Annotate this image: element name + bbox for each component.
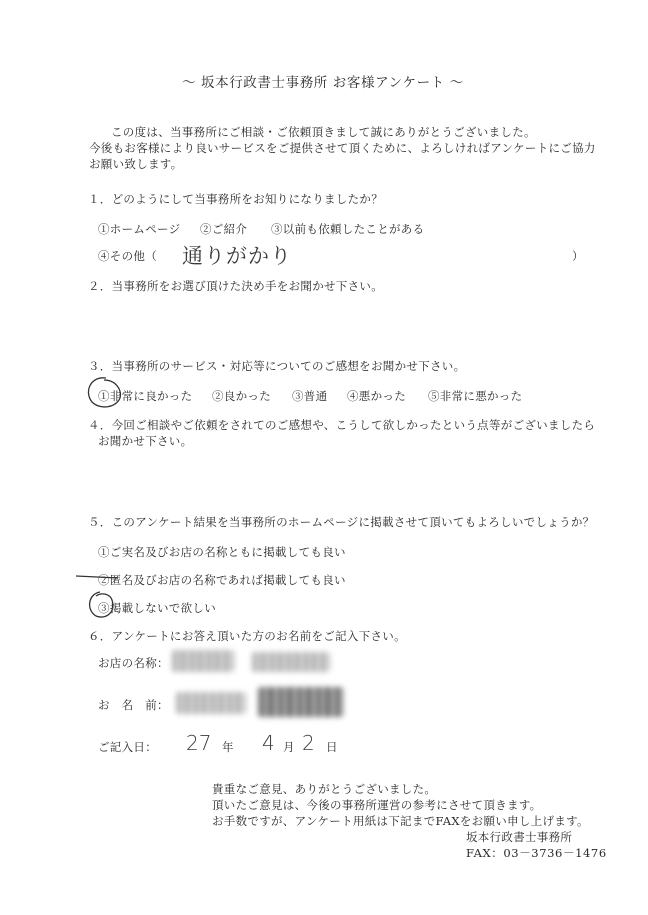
intro-line-3: お願い致します。 — [89, 157, 183, 171]
q3-question: ３．当事務所のサービス・対応等についてのご感想をお聞かせ下さい。 — [88, 359, 466, 373]
customer-name-redacted-2 — [258, 687, 344, 717]
q5-option-real-name: ①ご実名及びお店の名称ともに掲載しても良い — [98, 545, 346, 559]
intro-line-1: この度は、当事務所にご相談・ご依頼頂きまして誠にありがとうございました。 — [111, 125, 536, 139]
intro-line-2: 今後もお客様により良いサービスをご提供させて頂くために、よろしければアンケートにご協力 — [89, 141, 596, 155]
q4-question-line-1: ４．今回ご相談やご依頼をされてのご感想や、こうして欲しかったという点等がございましたら — [88, 418, 596, 432]
q3-option-very-good: ①非常に良かった — [98, 389, 193, 403]
date-month-unit: 月 — [283, 740, 295, 754]
footer-office-name: 坂本行政書士事務所 — [466, 830, 573, 844]
q1-question: １．どのようにして当事務所をお知りになりましたか？ — [88, 192, 383, 206]
date-year-unit: 年 — [222, 740, 234, 754]
q1-other-label: ④その他（ — [98, 249, 157, 263]
q2-question: ２．当事務所をお選び頂けた決め手をお聞かせ下さい。 — [88, 279, 383, 293]
date-day-unit: 日 — [326, 740, 338, 754]
q1-other-answer: 通りがかり — [182, 244, 292, 268]
date-year: 27 — [186, 731, 212, 755]
customer-name-label: お 名 前： — [98, 698, 169, 712]
closing-line-3: お手数ですが、アンケート用紙は下記までFAXをお願い申し上げます。 — [212, 814, 589, 828]
closing-line-2: 頂いたご意見は、今後の事務所運営の参考にさせて頂きます。 — [212, 798, 542, 812]
q5-question: ５．このアンケート結果を当事務所のホームページに掲載させて頂いてもよろしいでしょうか？ — [88, 515, 595, 529]
q1-option-referral: ②ご紹介 — [200, 222, 248, 236]
date-label: ご記入日： — [98, 740, 157, 754]
date-day: 2 — [302, 731, 315, 755]
form-title: ～ 坂本行政書士事務所 お客様アンケート ～ — [182, 75, 464, 91]
shop-name-redacted — [172, 650, 234, 672]
q6-question: ６．アンケートにお答え頂いた方のお名前をご記入下さい。 — [88, 629, 406, 643]
q5-option-anonymous: ②匿名及びお店の名称であれば掲載しても良い — [98, 573, 346, 587]
q1-option-repeat: ③以前も依頼したことがある — [271, 222, 425, 236]
q1-option-homepage: ①ホームページ — [98, 222, 181, 236]
footer-fax: FAX：03－3736－1476 — [466, 846, 607, 860]
q3-option-average: ③普通 — [292, 389, 328, 403]
q3-option-bad: ④悪かった — [347, 389, 406, 403]
closing-line-1: 貴重なご意見、ありがとうございました。 — [212, 782, 437, 796]
shop-name-redacted-2 — [252, 652, 330, 672]
shop-name-label: お店の名称： — [98, 656, 169, 670]
q3-option-good: ②良かった — [212, 389, 271, 403]
q3-option-very-bad: ⑤非常に悪かった — [428, 389, 523, 403]
q4-question-line-2: お聞かせ下さい。 — [98, 434, 193, 448]
customer-name-redacted — [176, 692, 246, 714]
q5-option-no-publish: ③掲載しないで欲しい — [98, 601, 216, 615]
date-month: 4 — [262, 731, 275, 755]
q1-other-close: ） — [572, 249, 584, 263]
